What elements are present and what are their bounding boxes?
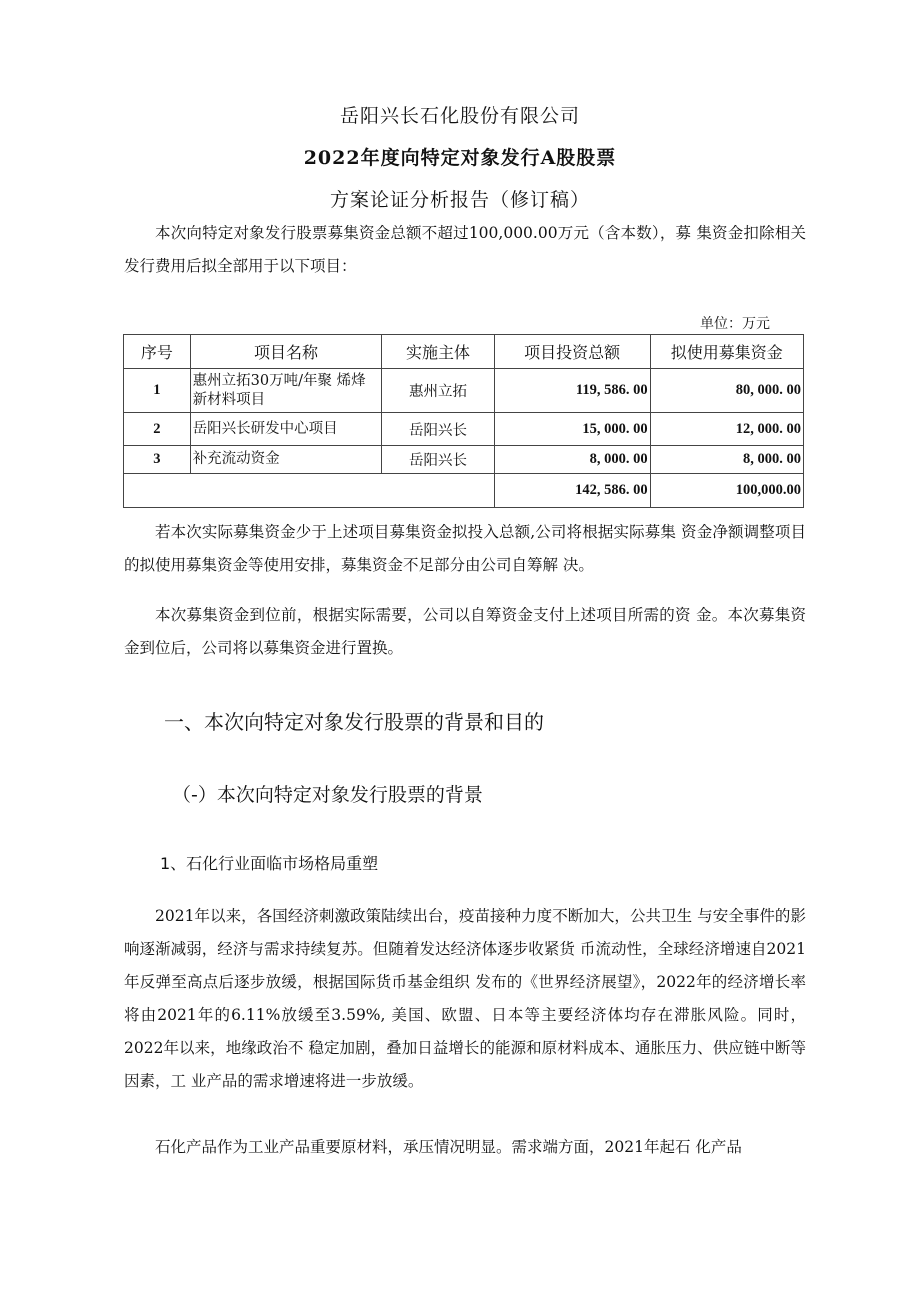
shortfall-paragraph: 若本次实际募集资金少于上述项目募集资金拟投入总额,公司将根据实际募集 资金净额调整项目的拟使用募集资金等使用安排，募集资金不足部分由公司自筹解 决。 <box>124 523 806 574</box>
company-title: 岳阳兴长石化股份有限公司 <box>339 105 580 127</box>
row-entity: 惠州立拓 <box>382 369 494 413</box>
item-heading: 1、石化行业面临市场格局重塑 <box>160 854 379 873</box>
row-entity: 岳阳兴长 <box>382 413 494 446</box>
report-title: 2022年度向特定对象发行A股股票 <box>303 147 617 169</box>
row-entity: 岳阳兴长 <box>382 446 494 474</box>
subsection-heading: （-）本次向特定对象发行股票的背景 <box>172 784 483 806</box>
petrochem-paragraph: 石化产品作为工业产品重要原材料，承压情况明显。需求端方面，2021年起石 化产品 <box>155 1138 742 1156</box>
row-total-investment: 119, 586. 00 <box>494 369 650 413</box>
row-raised-funds: 80, 000. 00 <box>650 369 803 413</box>
raised-funds-sum: 100,000.00 <box>650 474 803 508</box>
table-row <box>124 369 804 413</box>
row-total-investment: 8, 000. 00 <box>494 446 650 474</box>
total-label-cell <box>124 474 495 508</box>
row-no: 3 <box>124 446 191 474</box>
section-heading: 一、本次向特定对象发行股票的背景和目的 <box>164 710 544 734</box>
row-project-name: 岳阳兴长研发中心项目 <box>190 413 382 446</box>
row-project-name: 惠州立拓30万吨/年聚 烯烽新材料项目 <box>190 369 382 413</box>
row-project-name: 补充流动资金 <box>190 446 382 474</box>
table-total-row <box>124 474 804 508</box>
row-no: 1 <box>124 369 191 413</box>
row-total-investment: 15, 000. 00 <box>494 413 650 446</box>
report-subtitle: 方案论证分析报告（修订稿） <box>329 189 590 211</box>
row-raised-funds: 12, 000. 00 <box>650 413 803 446</box>
header-no: 序号 <box>124 335 191 369</box>
table-row <box>124 413 804 446</box>
prefund-paragraph: 本次募集资金到位前，根据实际需要，公司以自筹资金支付上述项目所需的资 金。本次募集资金到位后，公司将以募集资金进行置换。 <box>124 606 806 657</box>
fund-usage-table <box>123 334 804 508</box>
intro-paragraph: 本次向特定对象发行股票募集资金总额不超过100,000.00万元（含本数），募 集资金扣除相关发行费用后拟全部用于以下项目： <box>124 224 806 275</box>
table-header-row <box>124 335 804 369</box>
row-raised-funds: 8, 000. 00 <box>650 446 803 474</box>
background-paragraph: 2021年以来，各国经济刺激政策陆续出台，疫苗接种力度不断加大，公共卫生 与安全事件的影响逐渐减弱，经济与需求持续复苏。但随着发达经济体逐步收紧货 币流动性，全球经济增速自2021年反弹至高点后逐步放缓，根据国际货币基金组织 发布的《世界经济展望》，2022年的经济增长率将由2021年的6.11%放缓至3.59%, 美国、欧盟、日本等主要经济体均存在滞胀风险。同时，2022年以来，地缘政治不 稳定加剧，叠加日益增长的能源和原材料成本、通胀压力、供应链中断等因素，工 业产品的需求增速将进一步放缓。 <box>124 907 806 1090</box>
header-entity: 实施主体 <box>382 335 494 369</box>
table-row <box>124 446 804 474</box>
row-no: 2 <box>124 413 191 446</box>
header-project-name: 项目名称 <box>190 335 382 369</box>
header-total-investment: 项目投资总额 <box>494 335 650 369</box>
total-investment-sum: 142, 586. 00 <box>494 474 650 508</box>
unit-label: 单位：万元 <box>700 316 770 332</box>
header-raised-funds: 拟使用募集资金 <box>650 335 803 369</box>
